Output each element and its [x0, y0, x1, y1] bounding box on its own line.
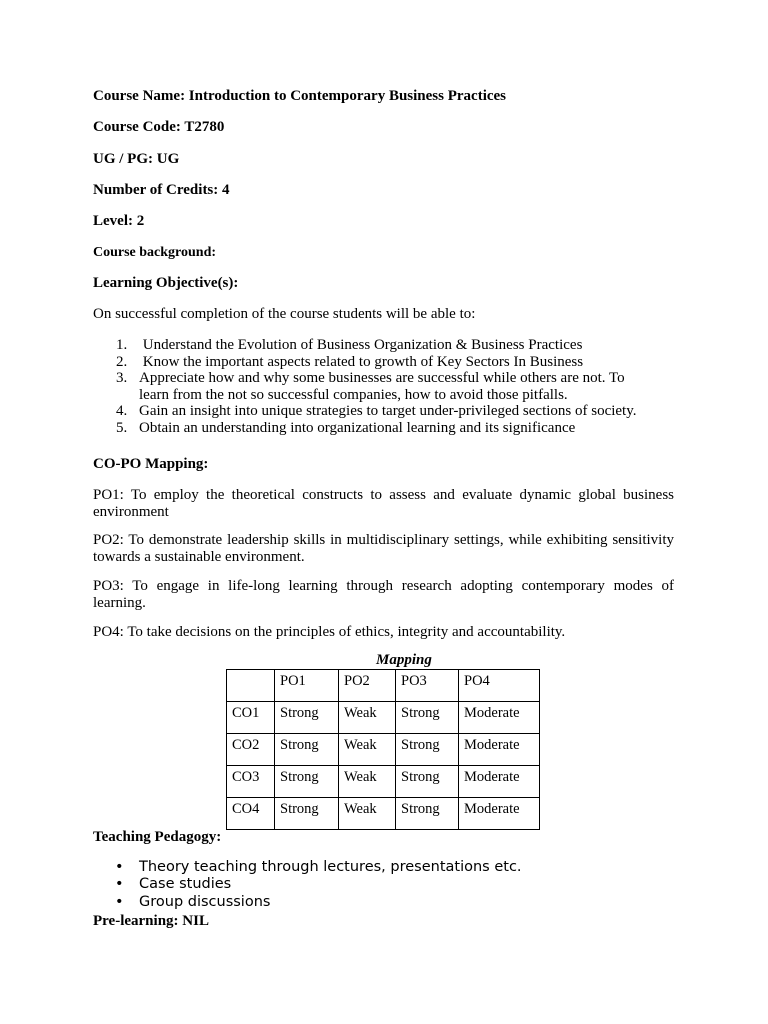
table-cell: Strong	[396, 702, 459, 734]
co-po-mapping-table	[226, 669, 540, 830]
objective-number: 1.	[116, 337, 128, 353]
table-header-row	[227, 670, 540, 702]
table-cell: Weak	[339, 734, 396, 766]
table-cell: CO2	[227, 734, 275, 766]
objective-number: 2.	[116, 353, 128, 370]
objective-number: 3.	[116, 370, 128, 387]
ug-pg-field: UG / PG: UG	[93, 151, 180, 167]
credits-field: Number of Credits: 4	[93, 182, 230, 198]
table-cell: CO1	[227, 702, 275, 734]
course-name: Course Name: Introduction to Contemporary Business Practices	[93, 88, 507, 104]
program-outcome-1: PO1: To employ the theoretical constructs to assess and evaluate dynamic global business environment	[93, 487, 674, 520]
pedagogy-text: Group discussions	[139, 893, 271, 910]
objective-item	[93, 337, 663, 354]
objective-text: Understand the Evolution of Business Organization & Business Practices	[139, 337, 583, 353]
prelearning-field: Pre-learning: NIL	[93, 913, 209, 929]
table-header-cell	[227, 670, 275, 702]
copo-mapping-heading: CO-PO Mapping:	[93, 456, 209, 472]
table-row	[227, 766, 540, 798]
mapping-table-caption: Mapping	[376, 652, 432, 668]
objectives-intro: On successful completion of the course students will be able to:	[93, 306, 476, 322]
table-cell: Strong	[275, 734, 339, 766]
table-cell: Strong	[396, 766, 459, 798]
program-outcome-4: PO4: To take decisions on the principles of ethics, integrity and accountability.	[93, 624, 566, 640]
bullet-icon: •	[115, 876, 124, 893]
table-cell: Strong	[396, 798, 459, 830]
table-cell: Strong	[275, 798, 339, 830]
table-cell: Strong	[275, 702, 339, 734]
pedagogy-text: Theory teaching through lectures, presentations etc.	[139, 859, 522, 875]
table-cell: Moderate	[459, 702, 540, 734]
table-cell: Moderate	[459, 734, 540, 766]
program-outcome-2: PO2: To demonstrate leadership skills in multidisciplinary settings, while exhibiting sensitivity towards a sustainable environment.	[93, 532, 674, 565]
table-cell: Weak	[339, 702, 396, 734]
table-row	[227, 702, 540, 734]
table-header-cell: PO1	[275, 670, 339, 702]
bullet-icon: •	[115, 893, 124, 910]
table-row	[227, 798, 540, 830]
objective-item	[93, 403, 663, 420]
objectives-list	[93, 337, 663, 437]
table-cell: Strong	[396, 734, 459, 766]
teaching-pedagogy-heading: Teaching Pedagogy:	[93, 829, 222, 845]
objective-number: 4.	[116, 403, 128, 420]
program-outcome-3: PO3: To engage in life-long learning through research adopting contemporary modes of learning.	[93, 578, 674, 611]
table-cell: CO3	[227, 766, 275, 798]
learning-objectives-heading: Learning Objective(s):	[93, 275, 239, 291]
pedagogy-text: Case studies	[139, 876, 232, 893]
course-background-heading: Course background:	[93, 245, 217, 260]
objective-item	[93, 370, 663, 403]
table-cell: Moderate	[459, 766, 540, 798]
objective-text: Obtain an understanding into organizational learning and its significance	[139, 419, 576, 436]
objective-text: Gain an insight into unique strategies to target under-privileged sections of society.	[139, 403, 637, 420]
table-header-cell: PO4	[459, 670, 540, 702]
table-row	[227, 734, 540, 766]
table-cell: Strong	[275, 766, 339, 798]
pedagogy-item	[93, 894, 522, 911]
table-header-cell: PO3	[396, 670, 459, 702]
objective-item	[93, 354, 663, 371]
pedagogy-list	[93, 859, 522, 911]
objective-text: Appreciate how and why some businesses are successful while others are not. To learn from the not so successful companies, how to avoid those pitfalls.	[139, 370, 625, 403]
objective-item	[93, 420, 663, 437]
table-cell: CO4	[227, 798, 275, 830]
level-field: Level: 2	[93, 213, 145, 229]
pedagogy-item	[93, 876, 522, 893]
objective-number: 5.	[116, 419, 128, 436]
table-header-cell: PO2	[339, 670, 396, 702]
table-cell: Weak	[339, 766, 396, 798]
objective-text: Know the important aspects related to growth of Key Sectors In Business	[139, 353, 584, 370]
table-cell: Moderate	[459, 798, 540, 830]
bullet-icon: •	[115, 859, 124, 875]
table-cell: Weak	[339, 798, 396, 830]
course-code: Course Code: T2780	[93, 119, 225, 135]
pedagogy-item	[93, 859, 522, 876]
